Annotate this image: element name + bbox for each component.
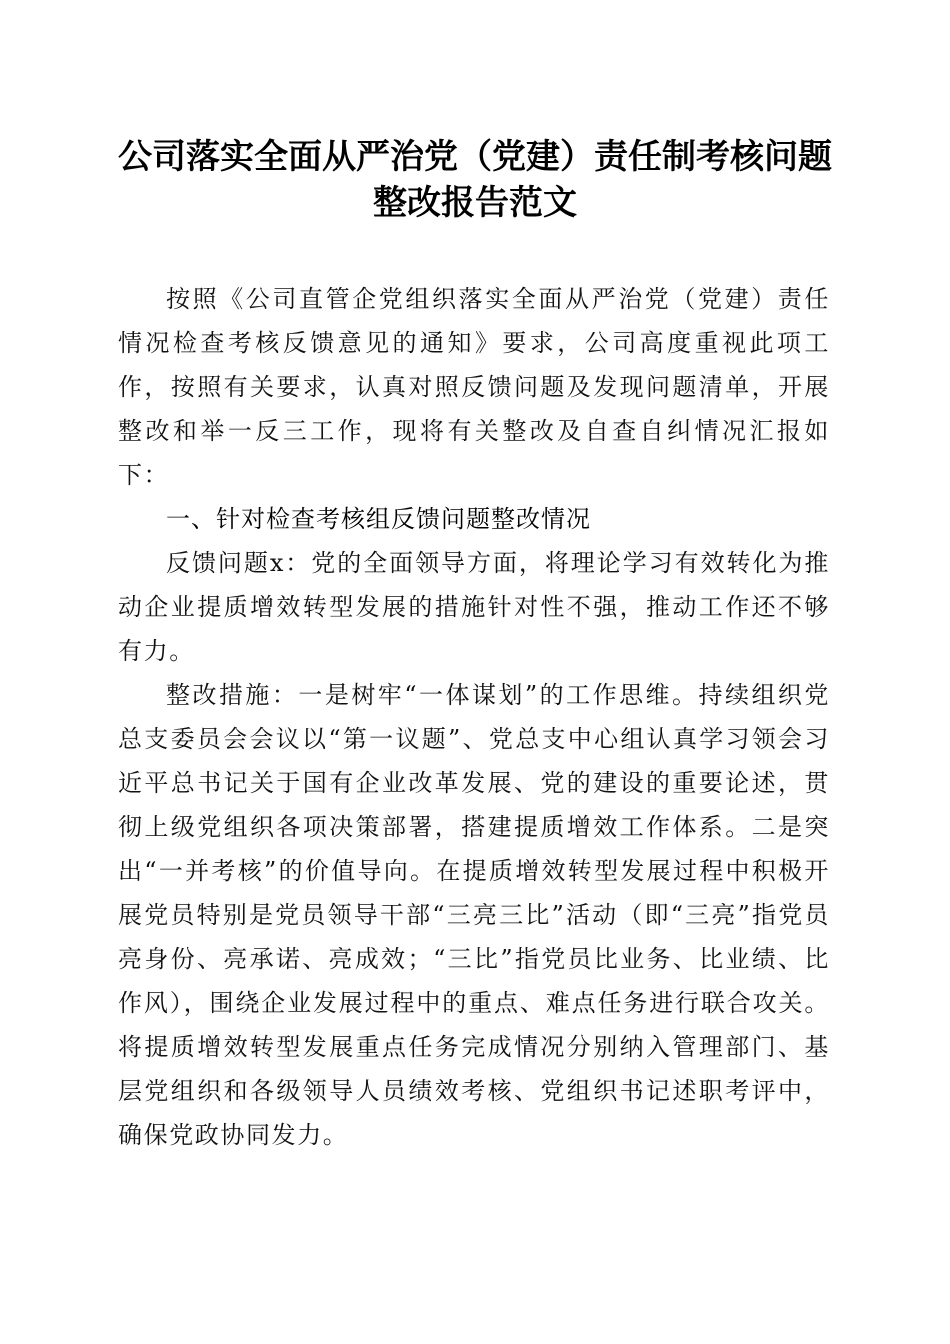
section-heading: 一、针对检查考核组反馈问题整改情况 bbox=[166, 505, 591, 533]
document-body bbox=[118, 277, 830, 1157]
document-title: 公司落实全面从严治党（党建）责任制考核问题整改报告范文 bbox=[118, 137, 832, 223]
intro-paragraph: 按照《公司直管企党组织落实全面从严治党（党建）责任情况检查考核反馈意见的通知》要求，公司高度重视此项工作，按照有关要求，认真对照反馈问题及发现问题清单，开展整改和举一反三工作，现将有关整改及自查自纠情况汇报如下： bbox=[118, 285, 830, 489]
feedback-issue-paragraph: 反馈问题x：党的全面领导方面，将理论学习有效转化为推动企业提质增效转型发展的措施针对性不强，推动工作还不够有力。 bbox=[118, 549, 830, 665]
rectification-paragraph: 整改措施：一是树牢“一体谋划”的工作思维。持续组织党总支委员会会议以“第一议题”、党总支中心组认真学习领会习近平总书记关于国有企业改革发展、党的建设的重要论述，贯彻上级党组织各项决策部署，搭建提质增效工作体系。二是突出“一并考核”的价值导向。在提质增效转型发展过程中积极开展党员特别是党员领导干部“三亮三比”活动（即“三亮”指党员亮身份、亮承诺、亮成效；“三比”指党员比业务、比业绩、比作风），围绕企业发展过程中的重点、难点任务进行联合攻关。将提质增效转型发展重点任务完成情况分别纳入管理部门、基层党组织和各级领导人员绩效考核、党组织书记述职考评中，确保党政协同发力。 bbox=[118, 681, 830, 1149]
